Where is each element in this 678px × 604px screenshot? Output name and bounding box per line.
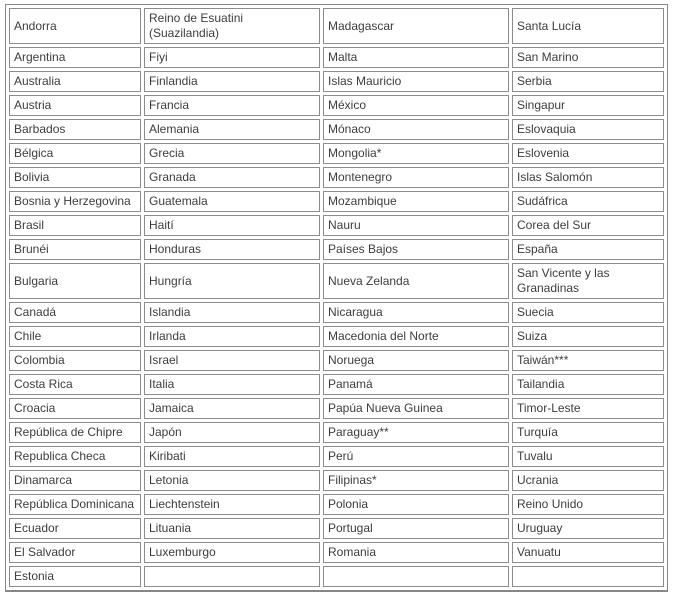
table-row (9, 302, 664, 323)
country-cell: Honduras (144, 239, 320, 260)
country-cell: Montenegro (323, 167, 509, 188)
country-cell: Malta (323, 47, 509, 68)
country-cell: Nueva Zelanda (323, 263, 509, 299)
country-cell: Israel (144, 350, 320, 371)
table-row (9, 374, 664, 395)
country-cell: Polonia (323, 494, 509, 515)
country-cell: Singapur (512, 95, 664, 116)
table-row (9, 518, 664, 539)
country-cell: Japón (144, 422, 320, 443)
country-cell: Timor-Leste (512, 398, 664, 419)
table-row (9, 95, 664, 116)
table-row (9, 326, 664, 347)
country-cell: Madagascar (323, 8, 509, 44)
country-cell: Mozambique (323, 191, 509, 212)
country-cell: Guatemala (144, 191, 320, 212)
table-row (9, 239, 664, 260)
country-cell: República de Chipre (9, 422, 141, 443)
country-cell: Costa Rica (9, 374, 141, 395)
country-cell: Islandia (144, 302, 320, 323)
country-cell: Colombia (9, 350, 141, 371)
country-cell: Nauru (323, 215, 509, 236)
country-cell: Chile (9, 326, 141, 347)
country-cell: Vanuatu (512, 542, 664, 563)
country-cell: Austria (9, 95, 141, 116)
country-cell: Islas Mauricio (323, 71, 509, 92)
country-cell: Mongolia* (323, 143, 509, 164)
country-cell: Islas Salomón (512, 167, 664, 188)
table-row (9, 47, 664, 68)
country-cell: Luxemburgo (144, 542, 320, 563)
country-cell: Brasil (9, 215, 141, 236)
country-cell (144, 566, 320, 587)
country-cell: Mónaco (323, 119, 509, 140)
table-row (9, 191, 664, 212)
country-cell: Tuvalu (512, 446, 664, 467)
country-cell: Taiwán*** (512, 350, 664, 371)
countries-tbody (9, 8, 664, 587)
country-cell: Países Bajos (323, 239, 509, 260)
table-row (9, 167, 664, 188)
country-cell: Eslovenia (512, 143, 664, 164)
table-row (9, 446, 664, 467)
country-cell: Suiza (512, 326, 664, 347)
country-cell: Kiribati (144, 446, 320, 467)
table-row (9, 422, 664, 443)
country-cell: Macedonia del Norte (323, 326, 509, 347)
country-cell: Reino Unido (512, 494, 664, 515)
table-row (9, 8, 664, 44)
country-cell: Portugal (323, 518, 509, 539)
country-cell: Bolivia (9, 167, 141, 188)
country-cell: Australia (9, 71, 141, 92)
country-cell: Nicaragua (323, 302, 509, 323)
country-cell: Lituania (144, 518, 320, 539)
country-cell: Argentina (9, 47, 141, 68)
table-row (9, 71, 664, 92)
country-cell: Dinamarca (9, 470, 141, 491)
country-cell: Jamaica (144, 398, 320, 419)
country-cell: Sudáfrica (512, 191, 664, 212)
country-cell: Bélgica (9, 143, 141, 164)
country-cell: Italia (144, 374, 320, 395)
table-row (9, 143, 664, 164)
country-cell: Grecia (144, 143, 320, 164)
country-cell: Corea del Sur (512, 215, 664, 236)
country-cell: Uruguay (512, 518, 664, 539)
table-row (9, 263, 664, 299)
country-cell: Liechtenstein (144, 494, 320, 515)
country-cell: Canadá (9, 302, 141, 323)
country-cell: Paraguay** (323, 422, 509, 443)
country-cell: Haití (144, 215, 320, 236)
country-cell: Ecuador (9, 518, 141, 539)
country-cell: Francia (144, 95, 320, 116)
country-cell: Perú (323, 446, 509, 467)
table-row (9, 350, 664, 371)
table-row (9, 470, 664, 491)
country-cell: Papúa Nueva Guinea (323, 398, 509, 419)
country-cell: Romania (323, 542, 509, 563)
country-cell: España (512, 239, 664, 260)
table-row (9, 398, 664, 419)
countries-table (5, 4, 668, 592)
country-cell: El Salvador (9, 542, 141, 563)
country-cell: Andorra (9, 8, 141, 44)
table-row (9, 494, 664, 515)
country-cell: San Vicente y las Granadinas (512, 263, 664, 299)
country-cell: Estonia (9, 566, 141, 587)
country-cell: Irlanda (144, 326, 320, 347)
country-cell: Noruega (323, 350, 509, 371)
country-cell: Santa Lucía (512, 8, 664, 44)
country-cell: Fiyi (144, 47, 320, 68)
country-cell: Tailandia (512, 374, 664, 395)
country-cell: Bulgaria (9, 263, 141, 299)
country-cell: Reino de Esuatini (Suazilandia) (144, 8, 320, 44)
table-row (9, 119, 664, 140)
country-cell: Alemania (144, 119, 320, 140)
country-cell: Serbia (512, 71, 664, 92)
country-cell: Suecia (512, 302, 664, 323)
country-cell: Republica Checa (9, 446, 141, 467)
table-row (9, 215, 664, 236)
country-cell (323, 566, 509, 587)
country-cell: Hungría (144, 263, 320, 299)
country-cell: Bosnia y Herzegovina (9, 191, 141, 212)
table-row (9, 542, 664, 563)
country-cell: Barbados (9, 119, 141, 140)
country-cell: República Dominicana (9, 494, 141, 515)
country-cell: Finlandia (144, 71, 320, 92)
country-cell: Granada (144, 167, 320, 188)
country-cell: Filipinas* (323, 470, 509, 491)
country-cell: Croacia (9, 398, 141, 419)
country-cell (512, 566, 664, 587)
country-cell: Ucrania (512, 470, 664, 491)
country-cell: Brunéi (9, 239, 141, 260)
country-cell: Eslovaquia (512, 119, 664, 140)
country-cell: Letonia (144, 470, 320, 491)
country-cell: Panamá (323, 374, 509, 395)
country-cell: San Marino (512, 47, 664, 68)
table-row (9, 566, 664, 587)
country-cell: México (323, 95, 509, 116)
country-cell: Turquía (512, 422, 664, 443)
